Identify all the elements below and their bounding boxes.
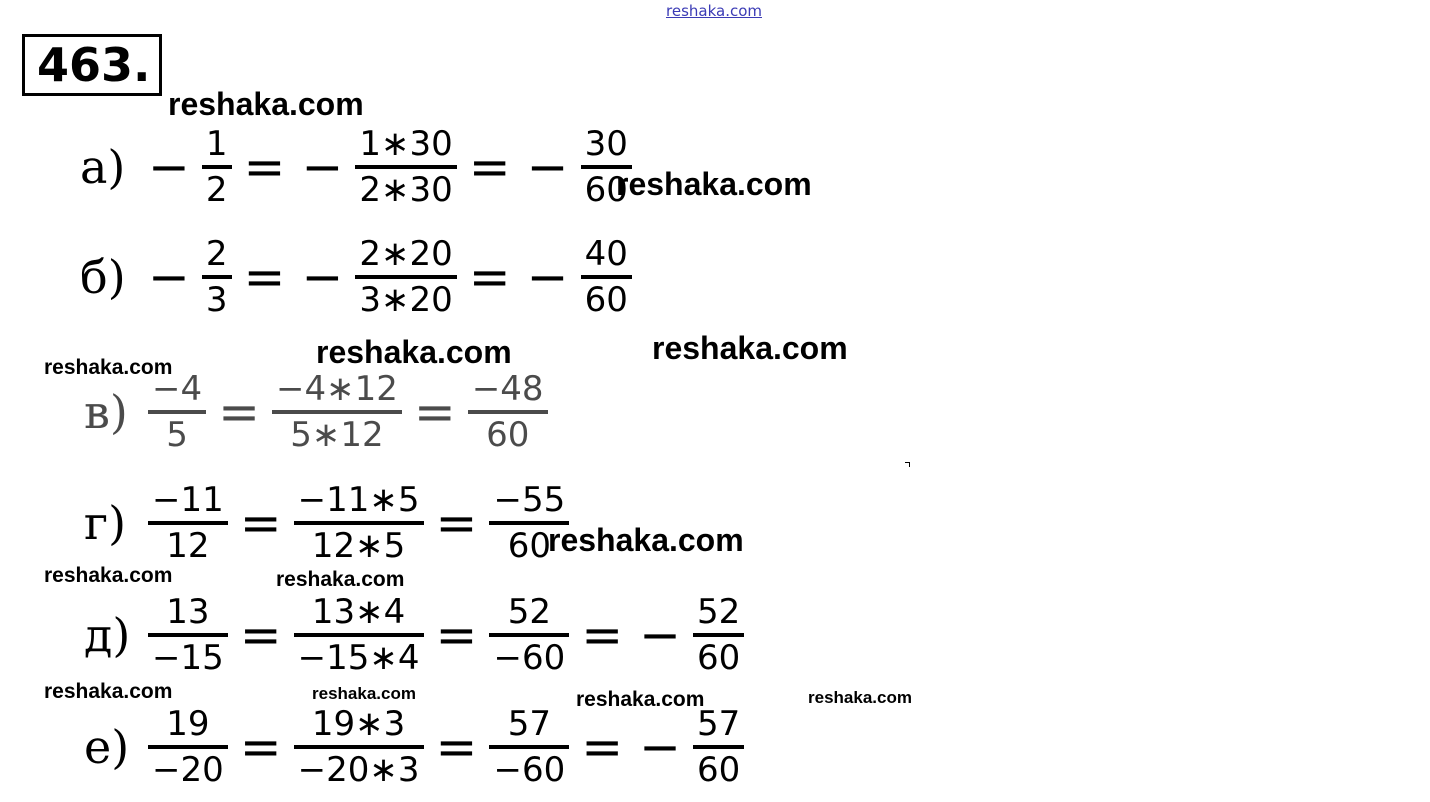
watermark: reshaka.com <box>652 330 848 366</box>
fraction <box>355 123 456 211</box>
numerator: 1∗30 <box>359 124 453 164</box>
watermark: reshaka.com <box>276 568 405 591</box>
equals-sign: = <box>581 606 624 664</box>
numerator: −4∗12 <box>276 369 398 409</box>
denominator: −15 <box>152 638 224 678</box>
equation-d <box>84 580 748 690</box>
fraction <box>581 233 632 321</box>
watermark: reshaka.com <box>44 564 173 587</box>
numerator: 1 <box>205 124 228 164</box>
numerator: 40 <box>584 234 628 274</box>
equation-label: г) <box>84 496 127 550</box>
watermark: reshaka.com <box>312 684 416 703</box>
fraction <box>202 123 232 211</box>
numerator: 52 <box>697 592 741 632</box>
equals-sign: = <box>243 138 286 196</box>
fraction <box>294 479 424 567</box>
minus-sign: − <box>148 248 190 306</box>
equation-label: е) <box>84 720 130 774</box>
equals-sign: = <box>435 606 478 664</box>
denominator: 60 <box>697 750 741 790</box>
numerator: −55 <box>493 480 566 520</box>
equation-label: б) <box>80 250 126 304</box>
minus-sign: − <box>639 718 682 776</box>
problem-number: 463. <box>22 34 162 96</box>
denominator: −15∗4 <box>297 638 420 678</box>
denominator: 60 <box>486 415 530 455</box>
fraction <box>202 233 232 321</box>
stray-mark <box>905 462 910 467</box>
denominator: 2∗30 <box>359 170 453 210</box>
numerator: −48 <box>471 369 544 409</box>
minus-sign: − <box>526 138 569 196</box>
watermark: reshaka.com <box>44 680 173 703</box>
numerator: 2 <box>205 234 228 274</box>
watermark: reshaka.com <box>316 334 512 370</box>
equals-sign: = <box>239 606 282 664</box>
equation-label: а) <box>80 140 126 194</box>
numerator: 52 <box>507 592 551 632</box>
numerator: 13 <box>166 592 210 632</box>
equals-sign: = <box>581 718 624 776</box>
fraction <box>148 368 206 456</box>
denominator: 60 <box>507 526 551 566</box>
watermark: reshaka.com <box>808 688 912 707</box>
minus-sign: − <box>301 138 344 196</box>
denominator: −20∗3 <box>297 750 420 790</box>
denominator: 12 <box>166 526 210 566</box>
equals-sign: = <box>218 383 261 441</box>
fraction <box>148 591 228 679</box>
numerator: 30 <box>584 124 628 164</box>
denominator: 3 <box>205 280 228 320</box>
denominator: 60 <box>584 280 628 320</box>
denominator: 3∗20 <box>359 280 453 320</box>
watermark: reshaka.com <box>616 166 812 202</box>
denominator: 2 <box>205 170 228 210</box>
watermark: reshaka.com <box>44 356 173 379</box>
equals-sign: = <box>239 494 282 552</box>
equation-a <box>80 112 636 222</box>
watermark: reshaka.com <box>548 522 744 558</box>
fraction <box>148 703 228 791</box>
denominator: 5 <box>166 415 188 455</box>
fraction <box>272 368 402 456</box>
denominator: 12∗5 <box>311 526 406 566</box>
numerator: 57 <box>697 704 741 744</box>
minus-sign: − <box>639 606 682 664</box>
fraction <box>355 233 456 321</box>
minus-sign: − <box>301 248 344 306</box>
numerator: −4 <box>152 369 203 409</box>
minus-sign: − <box>526 248 569 306</box>
fraction <box>148 479 228 567</box>
denominator: 5∗12 <box>290 415 384 455</box>
equation-label: д) <box>84 608 131 662</box>
denominator: 60 <box>697 638 741 678</box>
equation-b <box>80 222 636 332</box>
numerator: −11 <box>152 480 224 520</box>
equals-sign: = <box>413 383 456 441</box>
numerator: 13∗4 <box>311 592 406 632</box>
equals-sign: = <box>243 248 286 306</box>
equals-sign: = <box>468 248 511 306</box>
watermark: reshaka.com <box>168 86 364 122</box>
fraction <box>693 703 744 791</box>
fraction <box>693 591 744 679</box>
fraction <box>489 591 569 679</box>
denominator: −60 <box>493 750 566 790</box>
numerator: 57 <box>507 704 551 744</box>
equals-sign: = <box>239 718 282 776</box>
fraction <box>294 591 424 679</box>
equals-sign: = <box>435 494 478 552</box>
denominator: −60 <box>493 638 566 678</box>
equation-label: в) <box>84 385 128 439</box>
numerator: 19 <box>166 704 210 744</box>
minus-sign: − <box>148 138 190 196</box>
numerator: −11∗5 <box>297 480 420 520</box>
watermark: reshaka.com <box>576 688 705 711</box>
equals-sign: = <box>435 718 478 776</box>
fraction <box>468 368 548 456</box>
equals-sign: = <box>468 138 511 196</box>
site-header-link[interactable]: reshaka.com <box>666 2 762 20</box>
denominator: 60 <box>584 170 628 210</box>
fraction <box>489 703 569 791</box>
equation-g <box>84 468 573 578</box>
numerator: 19∗3 <box>311 704 406 744</box>
numerator: 2∗20 <box>359 234 453 274</box>
fraction <box>294 703 424 791</box>
denominator: −20 <box>152 750 224 790</box>
